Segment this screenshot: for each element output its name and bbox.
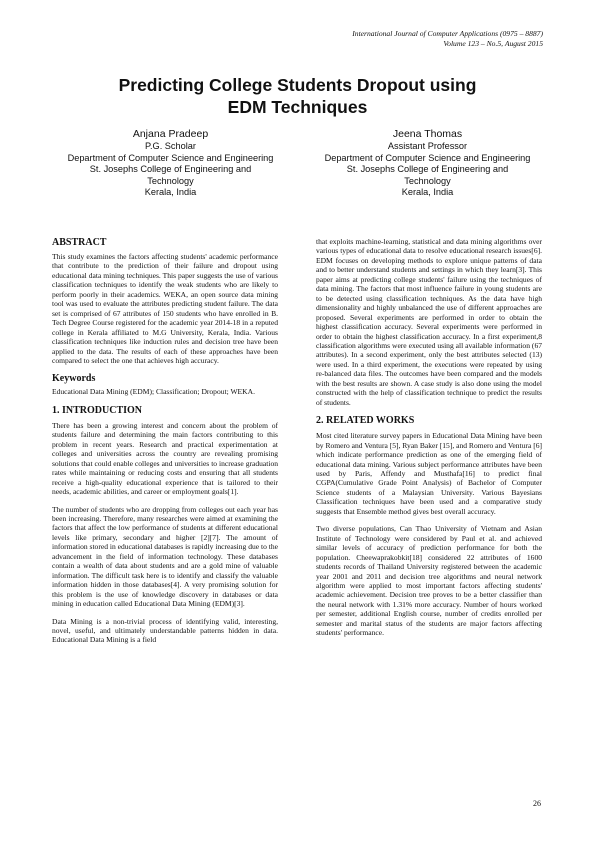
keywords-text: Educational Data Mining (EDM); Classification; Dropout; WEKA. (52, 387, 255, 397)
author-dept: Department of Computer Science and Engineering (67, 152, 274, 163)
author-block-1 (63, 128, 278, 199)
related-works-heading: 2. RELATED WORKS (316, 415, 415, 427)
page-number: 26 (533, 799, 541, 808)
author-college-cont: Technology (404, 175, 451, 186)
related-paragraph-2: Two diverse populations, Can Thao University of Vietnam and Asian Institute of Technology were considered by Paul et al. and achieved similar levels of accuracy of prediction performance for both the population. Cheewaprakobkit[18] considered 22 attributes of 1600 students records of Thailand University registered between the academic year 2001 and 2011 and decision tree algorithms and neural network algorithm were applied to most important factors affecting students' academic achievement. Decision tree proves to be a better classifier than the neural network with 1.31% more accuracy. Number of hours worked per semester, additional English course, number of credits enrolled per semester and marital status of the students are major factors affecting students' performance. (316, 524, 542, 638)
author-role: P.G. Scholar (145, 141, 196, 151)
author-role: Assistant Professor (387, 141, 468, 151)
abstract-heading: ABSTRACT (52, 237, 107, 248)
keywords-heading: Keywords (52, 373, 96, 385)
paper-title-line1: Predicting College Students Dropout using (118, 75, 477, 95)
right-column (316, 237, 542, 646)
intro-paragraph-3-continued: that exploits machine-learning, statistical and data mining algorithms over various types of educational data to resolve educational research issues[6]. EDM focuses on developing methods to explore unique patterns of data and to better understand students and settings in which they learn[3]. This paper aims at predicting college students' failure using the techniques of data mining. The factors that most influence failure in young students are to be detected using classification techniques. As the data have high dimensionality and highly unbalanced the use of different approaches are proposed. Several experiments are performed in order to obtain the highest classification accuracy. Several experiments were performed in order to obtain the highest classification accuracy. In a first experiment,8 classification algorithms were executed using all available information (67 attributes). In a second experiment, only the best attributes selected (13) were used. In a third experiment, the executions were repeated by using re-balanced data files. The outcomes have been compared and the models with the best results are shown. A case study is also done using the model constructed with the help of classification technique to predict the results of students. (316, 237, 542, 407)
intro-paragraph-1: There has been a growing interest and concern about the problem of students failure and determining the main factors contributing to this problem in recent years. Research and practical experimentation at colleges and universities across the country are revealing promising solutions that could enable colleges and universities to increase graduation rates while maintaining or reducing costs and ensuring that all students receive a high-quality educational experience that is tailored to their needs, academic abilities, and career or employment goals[1]. (52, 420, 278, 497)
paper-title (52, 74, 543, 118)
author-location: Kerala, India (401, 187, 454, 198)
author-dept: Department of Computer Science and Engineering (324, 152, 531, 163)
author-name: Anjana Pradeep (132, 128, 209, 140)
journal-name: International Journal of Computer Applications (0975 – 8887) (352, 29, 543, 38)
journal-volume: Volume 123 – No.5, August 2015 (443, 39, 543, 48)
intro-paragraph-2: The number of students who are dropping from colleges out each year has been increasing. Therefore, many researches were aimed at examining the factors that affect the low performance of students at different educational levels like primary, secondary and higher [2][7]. The amount of information stored in educational databases is rapidly increasing due to the advancement in the field of information technology. These databases contain a wealth of data about students and are a gold mine of valuable information. The difficult task here is to identify and classify the valuable information hidden in those databases[4]. A very promising solution for this problem is the use of knowledge discovery in databases or data mining in education called Educational Data Mining (EDM)[3]. (52, 504, 278, 609)
abstract-text: This study examines the factors affecting students' academic performance that contribute to the prediction of their failure and dropout using educational data mining techniques. This paper suggests the use of various classification techniques to identify the weak students who are likely to perform poorly in their academics. WEKA, an open source data mining tool was used to evaluate the attributes predicting student failure. The data set is comprised of 67 attributes of 150 students who have enrolled in B. Tech Degree Course registered for the academic year 2014-18 in a reputed college in Kerala affiliated to M.G University, Kerala, India. Various classification techniques like induction rules and decision tree have been applied to the data. The results of each of these approaches have been compared to select the one that achieves high accuracy. (52, 252, 278, 365)
author-college: St. Josephs College of Engineering and (346, 164, 509, 175)
intro-paragraph-3: Data Mining is a non-trivial process of identifying valid, interesting, novel, useful, and ultimately understandable patterns hidden in data. Educational Data Mining is a field (52, 616, 278, 645)
left-column (52, 237, 278, 653)
author-location: Kerala, India (144, 187, 197, 198)
introduction-heading: 1. INTRODUCTION (52, 404, 143, 416)
paper-title-line2: EDM Techniques (227, 97, 368, 117)
author-college: St. Josephs College of Engineering and (89, 164, 252, 175)
related-paragraph-1: Most cited literature survey papers in Educational Data Mining have been by Romero and Ventura [5], Ryan Baker [15], and Romero and Ventura [6] which indicate performance prediction as one of the emerging field of educational data mining. Various subject performance attributes have been used by Paris, Affendy and Musthafa[16] to predict final CGPA(Cumulative Grade Point Analysis) of Bachelor of Computer Science students of a Malaysian University. Various Bayesians Classification techniques have been used and a comparative study suggests that Ensemble method gives best overall accuracy. (316, 431, 542, 516)
author-block-2 (320, 128, 535, 199)
author-college-cont: Technology (147, 175, 194, 186)
journal-header (352, 29, 543, 49)
author-name: Jeena Thomas (392, 128, 463, 140)
